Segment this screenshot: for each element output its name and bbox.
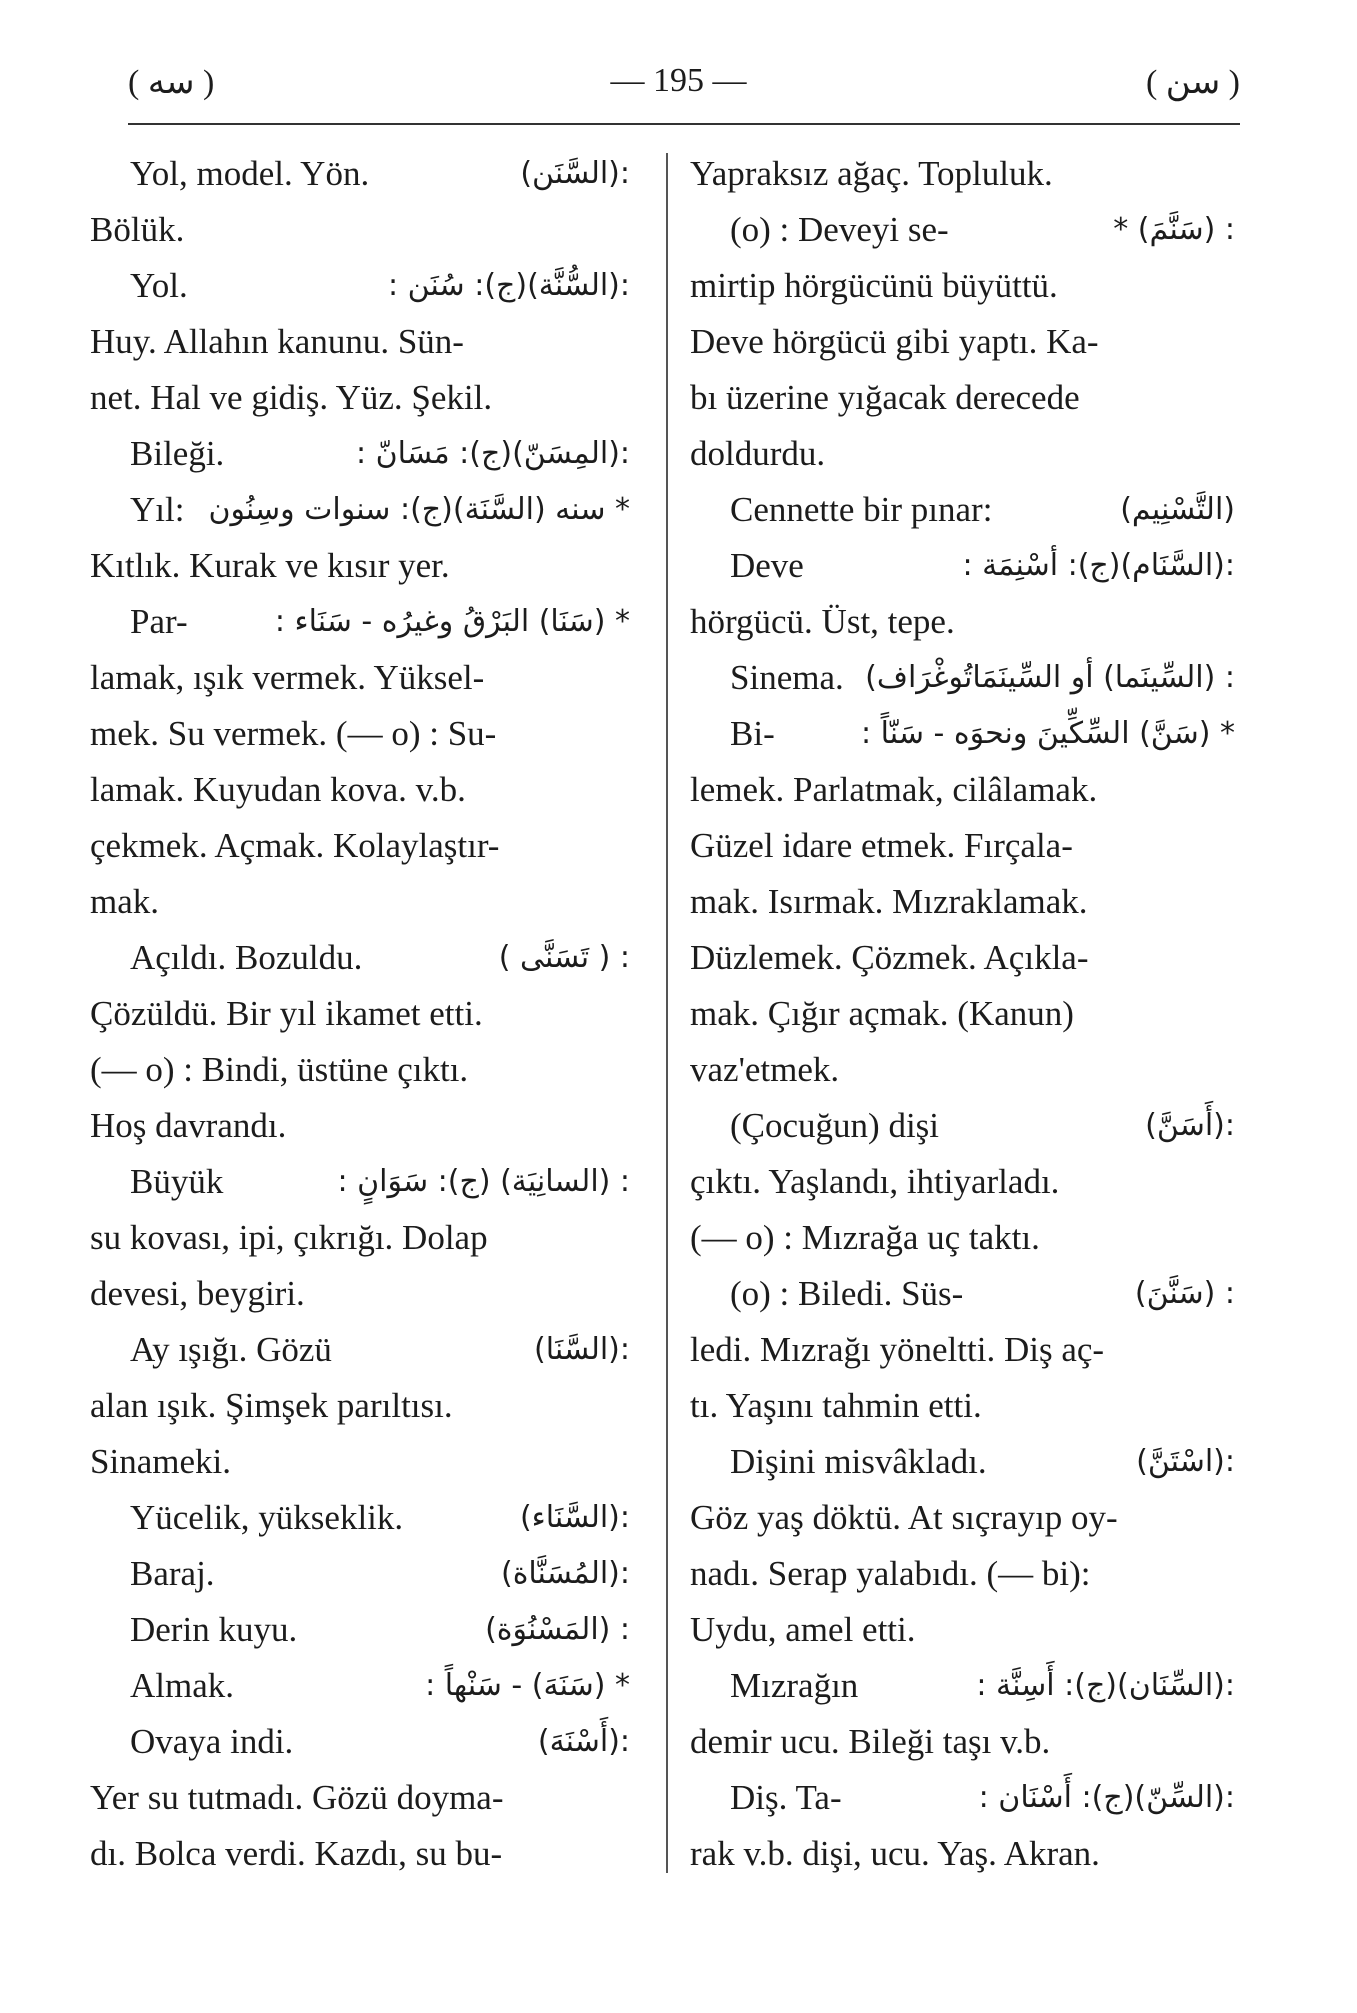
arabic-headword: : ( تَسَنَّى ) [498, 940, 630, 975]
entry-line [690, 1042, 1235, 1098]
turkish-text: Par- [130, 602, 188, 641]
entry-line [90, 594, 630, 650]
turkish-text: Yıl: [130, 490, 185, 529]
arabic-headword: :(السَّنَا) [534, 1332, 630, 1367]
entry-line [90, 1658, 630, 1714]
arabic-headword: :(المِسَنّ)(ج): مَسَانّ : [356, 436, 630, 471]
turkish-text: Dişini misvâkladı. [730, 1442, 987, 1481]
arabic-headword: : (سَنَّنَ) [1134, 1276, 1235, 1311]
turkish-text: Göz yaş döktü. At sıçrayıp oy- [690, 1498, 1118, 1537]
entry-line [90, 202, 630, 258]
turkish-text: Kıtlık. Kurak ve kısır yer. [90, 546, 450, 585]
entry-line [90, 1602, 630, 1658]
entry-line [90, 986, 630, 1042]
turkish-text: çekmek. Açmak. Kolaylaştır- [90, 826, 500, 865]
turkish-text: Ovaya indi. [130, 1722, 294, 1761]
arabic-headword: :(أَسَنَّ) [1145, 1108, 1235, 1143]
arabic-headword: (التَّسْنِيم) [1120, 492, 1235, 527]
turkish-text: Cennette bir pınar: [730, 490, 993, 529]
entry-line [690, 650, 1235, 706]
entry-line [690, 1826, 1235, 1882]
header-rule [128, 123, 1240, 125]
entry-line [90, 1826, 630, 1882]
arabic-headword: :(المُسَنَّاة) [500, 1556, 630, 1591]
turkish-text: alan ışık. Şimşek parıltısı. [90, 1386, 453, 1425]
turkish-text: devesi, beygiri. [90, 1274, 305, 1313]
arabic-headword: * (سَنَهَ) - سَنْهاً : [425, 1668, 630, 1703]
turkish-text: (o) : Deveyi se- [730, 210, 949, 249]
turkish-text: Uydu, amel etti. [690, 1610, 916, 1649]
turkish-text: çıktı. Yaşlandı, ihtiyarladı. [690, 1162, 1060, 1201]
turkish-text: Hoş davrandı. [90, 1106, 287, 1145]
arabic-headword: * سنه (السَّنَة)(ج): سنوات وسِنُون [208, 492, 630, 527]
turkish-text: Mızrağın [730, 1666, 859, 1705]
turkish-text: dı. Bolca verdi. Kazdı, su bu- [90, 1834, 503, 1873]
turkish-text: vaz'etmek. [690, 1050, 840, 1089]
turkish-text: Sinameki. [90, 1442, 231, 1481]
entry-line [690, 538, 1235, 594]
turkish-text: Bölük. [90, 210, 185, 249]
entry-line [690, 146, 1235, 202]
entry-line [90, 1266, 630, 1322]
entry-line [90, 482, 630, 538]
arabic-headword: : (السانِيَة) (ج): سَوَانٍ : [337, 1164, 630, 1199]
entry-line [690, 762, 1235, 818]
turkish-text: Bi- [730, 714, 775, 753]
entry-line [90, 1490, 630, 1546]
turkish-text: (— o) : Bindi, üstüne çıktı. [90, 1050, 469, 1089]
arabic-headword: :(السَّنَام)(ج): أسْنِمَة : [962, 548, 1235, 583]
turkish-text: demir ucu. Bileği taşı v.b. [690, 1722, 1051, 1761]
entry-line [690, 930, 1235, 986]
arabic-headword: :(اسْتَنَّ) [1136, 1444, 1235, 1479]
entry-line [90, 370, 630, 426]
entry-line [90, 818, 630, 874]
entry-line [690, 258, 1235, 314]
turkish-text: mak. [90, 882, 160, 921]
turkish-text: Güzel idare etmek. Fırçala- [690, 826, 1073, 865]
entry-line [690, 1098, 1235, 1154]
entry-line [690, 426, 1235, 482]
arabic-headword: : (المَسْنُوَة) [485, 1612, 630, 1647]
turkish-text: tı. Yaşını tahmin etti. [690, 1386, 982, 1425]
entry-line [690, 482, 1235, 538]
entry-line [90, 650, 630, 706]
entry-line [690, 1714, 1235, 1770]
entry-line [690, 1266, 1235, 1322]
turkish-text: doldurdu. [690, 434, 826, 473]
turkish-text: net. Hal ve gidiş. Yüz. Şekil. [90, 378, 493, 417]
turkish-text: Ay ışığı. Gözü [130, 1330, 332, 1369]
entry-line [690, 1322, 1235, 1378]
turkish-text: Sinema. [730, 658, 844, 697]
entry-line [690, 1490, 1235, 1546]
arabic-headword: : (السِّينَما) أو السِّينَمَاتُوغْرَاف) [865, 660, 1235, 695]
right-column [690, 146, 1235, 1882]
entry-line [690, 1658, 1235, 1714]
entry-line [90, 1434, 630, 1490]
entry-line [90, 1210, 630, 1266]
turkish-text: Yapraksız ağaç. Topluluk. [690, 154, 1053, 193]
entry-line [90, 258, 630, 314]
arabic-headword: :(أَسْنَهَ) [537, 1724, 630, 1759]
entry-line [690, 1434, 1235, 1490]
turkish-text: (o) : Biledi. Süs- [730, 1274, 964, 1313]
turkish-text: Yol, model. Yön. [130, 154, 370, 193]
entry-line [90, 1322, 630, 1378]
entry-line [90, 314, 630, 370]
turkish-text: mak. Isırmak. Mızraklamak. [690, 882, 1088, 921]
entry-line [690, 706, 1235, 762]
arabic-headword: :(السَّنَن) [520, 156, 630, 191]
entry-line [90, 538, 630, 594]
turkish-text: nadı. Serap yalabıdı. (— bi): [690, 1554, 1091, 1593]
turkish-text: lemek. Parlatmak, cilâlamak. [690, 770, 1098, 809]
column-divider [666, 153, 668, 1873]
left-column [90, 146, 630, 1882]
entry-line [90, 426, 630, 482]
arabic-headword: * (سَنَّ) السِّكِّينَ ونحوَه - سَنّاً : [861, 716, 1235, 751]
entry-line [90, 1098, 630, 1154]
turkish-text: Çözüldü. Bir yıl ikamet etti. [90, 994, 483, 1033]
arabic-headword: :(السُّنَّة)(ج): سُنَن : [388, 268, 630, 303]
entry-line [690, 1210, 1235, 1266]
entry-line [690, 1546, 1235, 1602]
turkish-text: ledi. Mızrağı yöneltti. Diş aç- [690, 1330, 1105, 1369]
entry-line [90, 1042, 630, 1098]
turkish-text: Yol. [130, 266, 188, 305]
entry-line [90, 1378, 630, 1434]
turkish-text: Almak. [130, 1666, 235, 1705]
entry-line [90, 706, 630, 762]
turkish-text: Derin kuyu. [130, 1610, 298, 1649]
entry-line [690, 594, 1235, 650]
turkish-text: su kovası, ipi, çıkrığı. Dolap [90, 1218, 488, 1257]
entry-line [690, 874, 1235, 930]
turkish-text: bı üzerine yığacak derecede [690, 378, 1080, 417]
page-number: — 195 — [610, 62, 747, 99]
entry-line [690, 986, 1235, 1042]
turkish-text: mek. Su vermek. (— o) : Su- [90, 714, 497, 753]
turkish-text: rak v.b. dişi, ucu. Yaş. Akran. [690, 1834, 1100, 1873]
arabic-headword: :(السِّنَان)(ج): أَسِنَّة : [976, 1668, 1235, 1703]
entry-line [690, 818, 1235, 874]
entry-line [90, 930, 630, 986]
turkish-text: Açıldı. Bozuldu. [130, 938, 363, 977]
header-left-keyword: ( سه ) [128, 64, 215, 101]
entry-line [90, 1770, 630, 1826]
entry-line [90, 1546, 630, 1602]
turkish-text: lamak. Kuyudan kova. v.b. [90, 770, 466, 809]
turkish-text: mirtip hörgücünü büyüttü. [690, 266, 1058, 305]
entry-line [690, 1378, 1235, 1434]
turkish-text: Büyük [130, 1162, 224, 1201]
header-right-keyword: ( سن ) [1145, 64, 1240, 101]
turkish-text: Baraj. [130, 1554, 215, 1593]
entry-line [690, 314, 1235, 370]
turkish-text: (— o) : Mızrağa uç taktı. [690, 1218, 1040, 1257]
turkish-text: Deve hörgücü gibi yaptı. Ka- [690, 322, 1099, 361]
entry-line [690, 1154, 1235, 1210]
entry-line [90, 146, 630, 202]
turkish-text: Yücelik, yükseklik. [130, 1498, 404, 1537]
entry-line [90, 762, 630, 818]
turkish-text: Bileği. [130, 434, 225, 473]
turkish-text: Düzlemek. Çözmek. Açıkla- [690, 938, 1089, 977]
arabic-headword: :(السَّنَاء) [519, 1500, 630, 1535]
turkish-text: mak. Çığır açmak. (Kanun) [690, 994, 1074, 1033]
entry-line [690, 1770, 1235, 1826]
turkish-text: Deve [730, 546, 804, 585]
entry-line [90, 1714, 630, 1770]
turkish-text: hörgücü. Üst, tepe. [690, 602, 955, 641]
arabic-headword: : (سَنَّمَ) * [1113, 212, 1235, 247]
entry-line [690, 202, 1235, 258]
arabic-headword: * (سَنَا) البَرْقُ وغيرُه - سَنَاء : [274, 604, 630, 639]
arabic-headword: :(السِّنّ)(ج): أَسْنَان : [978, 1780, 1235, 1815]
turkish-text: Diş. Ta- [730, 1778, 842, 1817]
entry-line [690, 1602, 1235, 1658]
turkish-text: Huy. Allahın kanunu. Sün- [90, 322, 464, 361]
turkish-text: lamak, ışık vermek. Yüksel- [90, 658, 485, 697]
entry-line [90, 874, 630, 930]
turkish-text: (Çocuğun) dişi [730, 1106, 940, 1145]
turkish-text: Yer su tutmadı. Gözü doyma- [90, 1778, 504, 1817]
entry-line [90, 1154, 630, 1210]
entry-line [690, 370, 1235, 426]
